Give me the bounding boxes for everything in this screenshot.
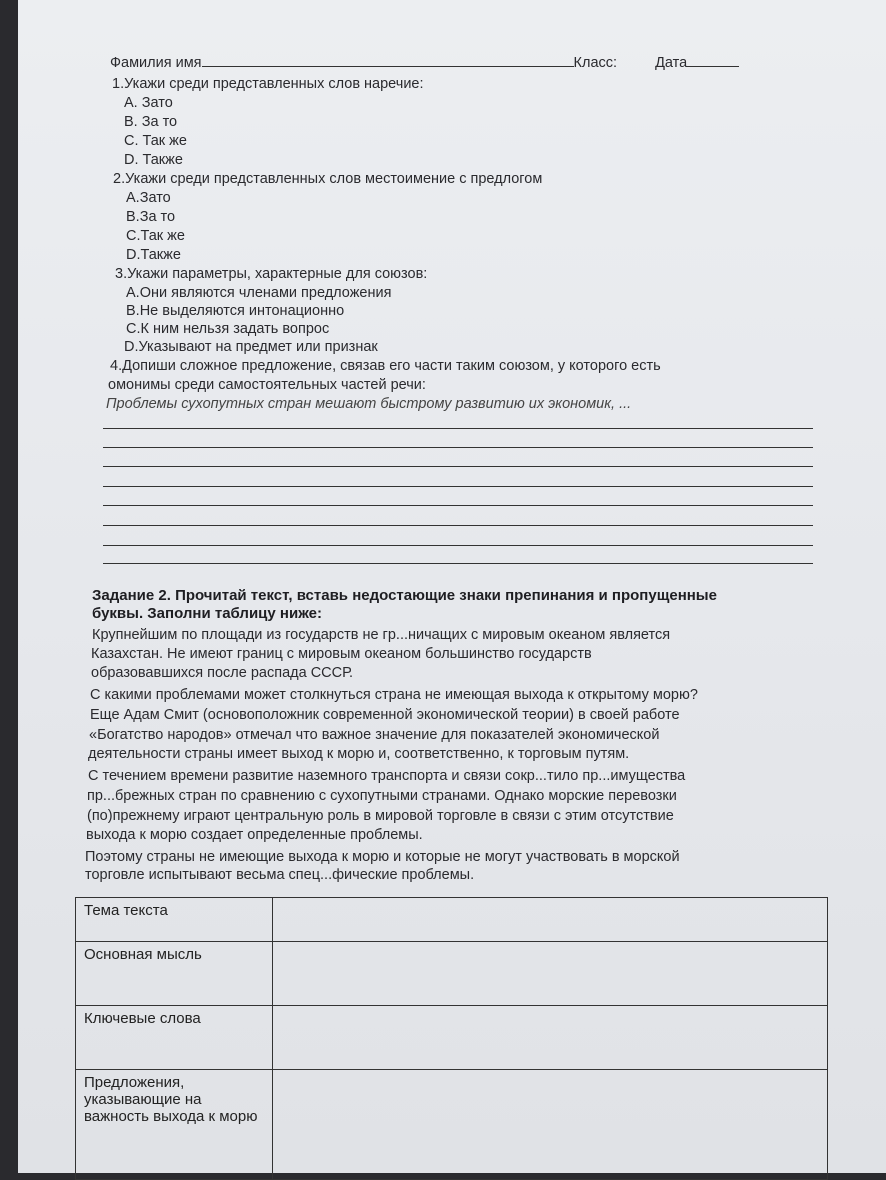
table-row: [76, 1006, 828, 1070]
answer-line[interactable]: [103, 486, 813, 487]
q1-option-a: A. Зато: [124, 95, 173, 111]
name-field[interactable]: [202, 54, 574, 67]
row-label-main-idea: Основная мысль: [76, 942, 273, 1006]
answer-line[interactable]: [103, 525, 813, 526]
answer-line[interactable]: [103, 447, 813, 448]
task2-text-line: пр...брежных стран по сравнению с сухопутными странами. Однако морские перевозки: [87, 788, 677, 804]
q2-option-a: A.Зато: [126, 190, 171, 206]
table-row: [76, 898, 828, 942]
q3-option-b: B.Не выделяются интонационно: [126, 303, 345, 319]
q4-question-line2: омонимы среди самостоятельных частей речи:: [108, 377, 426, 393]
answer-line[interactable]: [103, 428, 813, 429]
q4-question-line1: 4.Допиши сложное предложение, связав его части таким союзом, у которого есть: [110, 358, 661, 374]
task2-text-line: (по)прежнему играют центральную роль в мировой торговле в связи с этим отсутствие: [87, 808, 674, 824]
answer-line[interactable]: [103, 563, 813, 564]
table-row: [76, 942, 828, 1006]
q2-option-d: D.Также: [126, 247, 181, 263]
answer-line[interactable]: [103, 545, 813, 546]
task2-text-line: С какими проблемами может столкнуться страна не имеющая выхода к открытому морю?: [90, 687, 698, 703]
answer-cell-topic[interactable]: [273, 898, 828, 942]
worksheet-page: [18, 0, 886, 1173]
answer-cell-keywords[interactable]: [273, 1006, 828, 1070]
task2-text-line: Казахстан. Не имеют границ с мировым океаном большинство государств: [91, 646, 592, 662]
q4-prompt: Проблемы сухопутных стран мешают быстрому развитию их экономик, ...: [106, 396, 632, 412]
task2-text-line: Крупнейшим по площади из государств не гр...ничащих с мировым океаном является: [92, 627, 671, 643]
q1-option-c: C. Так же: [124, 133, 187, 149]
row-label-sentences: Предложения, указывающие на важность выхода к морю: [76, 1070, 273, 1180]
date-field[interactable]: [687, 54, 739, 67]
q2-option-c: C.Так же: [126, 228, 185, 244]
q2-option-b: B.За то: [126, 209, 176, 225]
q1-option-b: B. За то: [124, 114, 178, 130]
name-label: Фамилия имя: [110, 55, 202, 71]
date-label: Дата: [655, 55, 688, 71]
task2-text-line: Поэтому страны не имеющие выхода к морю и которые не могут участвовать в морской: [85, 849, 680, 865]
answer-cell-sentences[interactable]: [273, 1070, 828, 1180]
answer-cell-main-idea[interactable]: [273, 942, 828, 1006]
analysis-table: [75, 897, 828, 1180]
table-row: [76, 1070, 828, 1180]
header-line: [110, 54, 739, 72]
q3-option-d: D.Указывают на предмет или признак: [124, 339, 378, 355]
q2-question: 2.Укажи среди представленных слов местоимение с предлогом: [113, 171, 543, 187]
task2-text-line: образовавшихся после распада СССР.: [91, 665, 354, 681]
row-label-keywords: Ключевые слова: [76, 1006, 273, 1070]
task2-text-line: Еще Адам Смит (основоположник современной экономической теории) в своей работе: [90, 707, 680, 723]
q3-question: 3.Укажи параметры, характерные для союзов:: [115, 266, 428, 282]
task2-text-line: С течением времени развитие наземного транспорта и связи сокр...тило пр...имущества: [88, 768, 686, 784]
row-label-topic: Тема текста: [76, 898, 273, 942]
task2-text-line: «Богатство народов» отмечал что важное значение для показателей экономической: [89, 727, 660, 743]
q3-option-a: A.Они являются членами предложения: [126, 285, 392, 301]
q1-option-d: D. Также: [124, 152, 183, 168]
task2-text-line: деятельности страны имеет выход к морю и, соответственно, к торговым путям.: [88, 746, 630, 762]
task2-text-line: выхода к морю создает определенные проблемы.: [86, 827, 423, 843]
task2-title-line2: буквы. Заполни таблицу ниже:: [92, 605, 322, 622]
answer-line[interactable]: [103, 466, 813, 467]
q1-question: 1.Укажи среди представленных слов наречие:: [112, 76, 424, 92]
class-label: Класс:: [573, 55, 618, 71]
task2-text-line: торговле испытывают весьма спец...фические проблемы.: [85, 867, 475, 883]
task2-title-line1: Задание 2. Прочитай текст, вставь недостающие знаки препинания и пропущенные: [92, 587, 717, 604]
answer-line[interactable]: [103, 505, 813, 506]
q3-option-c: C.К ним нельзя задать вопрос: [126, 321, 330, 337]
